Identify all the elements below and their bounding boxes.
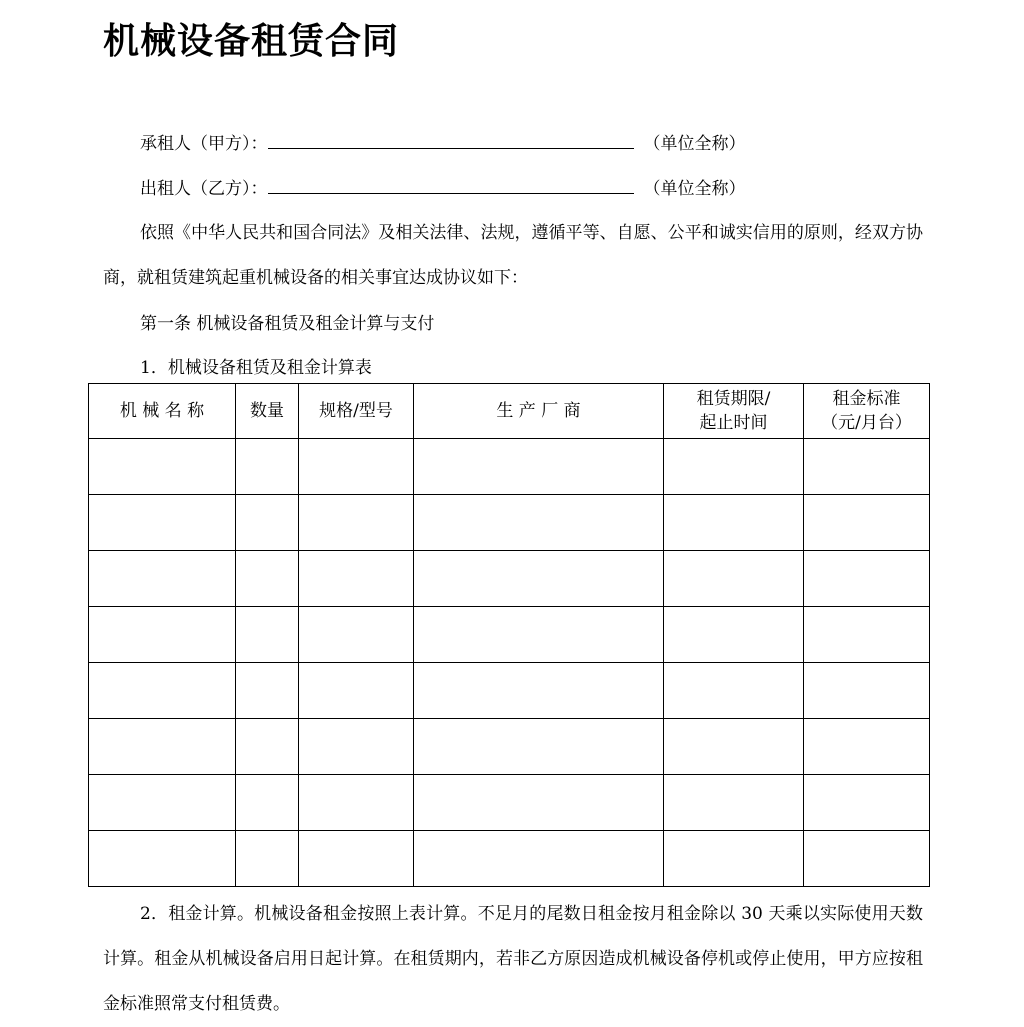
header-rent-standard: 租金标准 （元/月台） (804, 384, 930, 439)
table-cell[interactable] (414, 831, 664, 887)
table-cell[interactable] (89, 831, 236, 887)
document-title: 机械设备租赁合同 (103, 21, 400, 62)
clause-2-paragraph: 2．租金计算。机械设备租金按照上表计算。不足月的尾数日租金按月租金除以 30 天乘以实际使用天数计算。租金从机械设备启用日起计算。在租赁期内，若非乙方原因造成机械设备停机或停止使用，甲方应按租金标准照常支付租赁费。 (103, 904, 923, 1014)
table-cell[interactable] (414, 663, 664, 719)
header-manufacturer: 生 产 厂 商 (414, 384, 664, 439)
table-cell[interactable] (299, 495, 414, 551)
table-cell[interactable] (414, 495, 664, 551)
table-cell[interactable] (804, 551, 930, 607)
table-cell[interactable] (664, 495, 804, 551)
table-row (89, 831, 930, 887)
table-cell[interactable] (89, 495, 236, 551)
table-cell[interactable] (236, 607, 299, 663)
table-cell[interactable] (664, 439, 804, 495)
table-row (89, 775, 930, 831)
table-cell[interactable] (804, 775, 930, 831)
table-cell[interactable] (299, 775, 414, 831)
article1-heading: 第一条 机械设备租赁及租金计算与支付 (140, 314, 435, 334)
table-row (89, 663, 930, 719)
table-cell[interactable] (89, 663, 236, 719)
lessor-suffix: （单位全称） (643, 179, 746, 199)
table-cell[interactable] (414, 719, 664, 775)
table-cell[interactable] (414, 607, 664, 663)
table-row (89, 551, 930, 607)
table-cell[interactable] (236, 831, 299, 887)
table-cell[interactable] (236, 775, 299, 831)
table-row (89, 495, 930, 551)
header-machine-name: 机 械 名 称 (89, 384, 236, 439)
table-cell[interactable] (89, 719, 236, 775)
lessee-blank-field[interactable] (268, 132, 634, 149)
table-row (89, 439, 930, 495)
lease-table (88, 383, 930, 887)
table-cell[interactable] (89, 775, 236, 831)
table-cell[interactable] (664, 607, 804, 663)
table-cell[interactable] (89, 607, 236, 663)
table-cell[interactable] (236, 551, 299, 607)
table-cell[interactable] (299, 551, 414, 607)
header-spec-model: 规格/型号 (299, 384, 414, 439)
table-cell[interactable] (236, 719, 299, 775)
table-cell[interactable] (236, 663, 299, 719)
header-lease-period: 租赁期限/ 起止时间 (664, 384, 804, 439)
table-cell[interactable] (236, 495, 299, 551)
table-cell[interactable] (804, 663, 930, 719)
lessee-line (140, 132, 746, 156)
table-cell[interactable] (804, 831, 930, 887)
lessee-suffix: （单位全称） (643, 134, 746, 154)
table-cell[interactable] (89, 551, 236, 607)
lessor-line (140, 177, 746, 201)
table-cell[interactable] (804, 719, 930, 775)
table-cell[interactable] (804, 439, 930, 495)
table-cell[interactable] (804, 495, 930, 551)
table-cell[interactable] (299, 439, 414, 495)
table-cell[interactable] (299, 719, 414, 775)
table-cell[interactable] (414, 439, 664, 495)
table-caption: 1．机械设备租赁及租金计算表 (140, 358, 372, 378)
table-cell[interactable] (236, 439, 299, 495)
lessee-label: 承租人（甲方）： (140, 134, 268, 154)
intro-paragraph: 依照《中华人民共和国合同法》及相关法律、法规，遵循平等、自愿、公平和诚实信用的原则，经双方协商，就租赁建筑起重机械设备的相关事宜达成协议如下： (103, 223, 923, 288)
table-cell[interactable] (664, 551, 804, 607)
table-row (89, 719, 930, 775)
table-cell[interactable] (299, 831, 414, 887)
table-cell[interactable] (664, 663, 804, 719)
table-cell[interactable] (414, 551, 664, 607)
lessor-label: 出租人（乙方）： (140, 179, 268, 199)
table-cell[interactable] (664, 775, 804, 831)
table-cell[interactable] (89, 439, 236, 495)
lessor-blank-field[interactable] (268, 177, 634, 194)
table-cell[interactable] (664, 719, 804, 775)
header-quantity: 数量 (236, 384, 299, 439)
table-header-row (89, 384, 930, 439)
table-cell[interactable] (299, 663, 414, 719)
table-cell[interactable] (804, 607, 930, 663)
table-cell[interactable] (299, 607, 414, 663)
table-row (89, 607, 930, 663)
table-cell[interactable] (414, 775, 664, 831)
table-cell[interactable] (664, 831, 804, 887)
